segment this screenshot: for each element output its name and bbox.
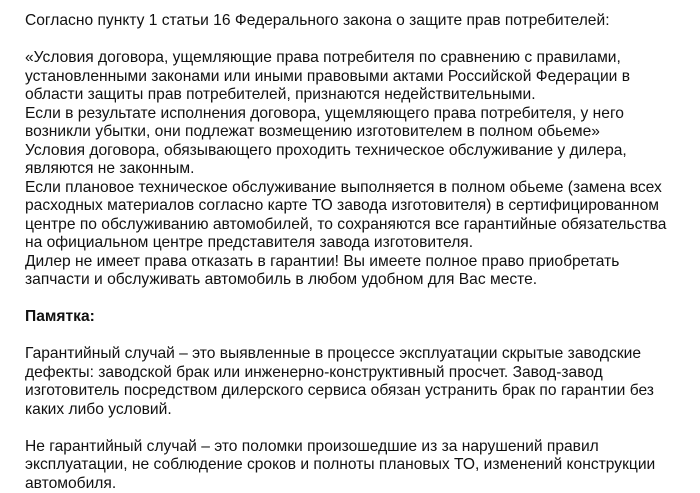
paragraph-gap: [25, 419, 697, 438]
text-line: установленными законами или иными правовыми актами Российской Федерации в: [25, 68, 697, 87]
text-line: возникли убытки, они подлежат возмещению изготовителем в полном обьеме»: [25, 123, 697, 142]
text-line: центре по обслуживанию автомобилей, то сохраняются все гарантийные обязательства: [25, 216, 697, 235]
text-line: Не гарантийный случай – это поломки произошедшие из за нарушений правил: [25, 438, 697, 457]
text-line: автомобиля.: [25, 475, 697, 493]
text-line: Гарантийный случай – это выявленные в процессе эксплуатации скрытые заводские: [25, 345, 697, 364]
paragraph-gap: [25, 327, 697, 346]
text-line: Дилер не имеет права отказать в гарантии! Вы имеете полное право приобретать: [25, 253, 697, 272]
text-line: Если в результате исполнения договора, ущемляющего права потребителя, у него: [25, 105, 697, 124]
non-warranty-case-paragraph: [25, 438, 697, 493]
text-line: каких либо условий.: [25, 401, 697, 420]
paragraph-gap: [25, 290, 697, 309]
text-line: эксплуатации, не соблюдение сроков и полноты плановых ТО, изменений конструкции: [25, 456, 697, 475]
intro-paragraph: Согласно пункту 1 статьи 16 Федерального закона о защите прав потребителей:: [25, 12, 697, 31]
text-line: Если плановое техническое обслуживание выполняется в полном обьеме (замена всех: [25, 179, 697, 198]
law-quote-paragraph: [25, 49, 697, 290]
warranty-case-paragraph: [25, 345, 697, 419]
text-line: дефекты: заводской брак или инженерно-конструктивный просчет. Завод-завод: [25, 364, 697, 383]
text-line: области защиты прав потребителей, признаются недействительными.: [25, 86, 697, 105]
text-line: Условия договора, обязывающего проходить техническое обслуживание у дилера,: [25, 142, 697, 161]
text-line: на официальном центре представителя завода изготовителя.: [25, 234, 697, 253]
text-line: «Условия договора, ущемляющие права потребителя по сравнению с правилами,: [25, 49, 697, 68]
paragraph-gap: [25, 31, 697, 50]
memo-heading: Памятка:: [25, 308, 697, 327]
document-body: [25, 12, 697, 493]
text-line: запчасти и обслуживать автомобиль в любом удобном для Вас месте.: [25, 271, 697, 290]
text-line: являются не законным.: [25, 160, 697, 179]
text-line: изготовитель посредством дилерского сервиса обязан устранить брак по гарантии без: [25, 382, 697, 401]
text-line: расходных материалов согласно карте ТО завода изготовителя) в сертифицированном: [25, 197, 697, 216]
